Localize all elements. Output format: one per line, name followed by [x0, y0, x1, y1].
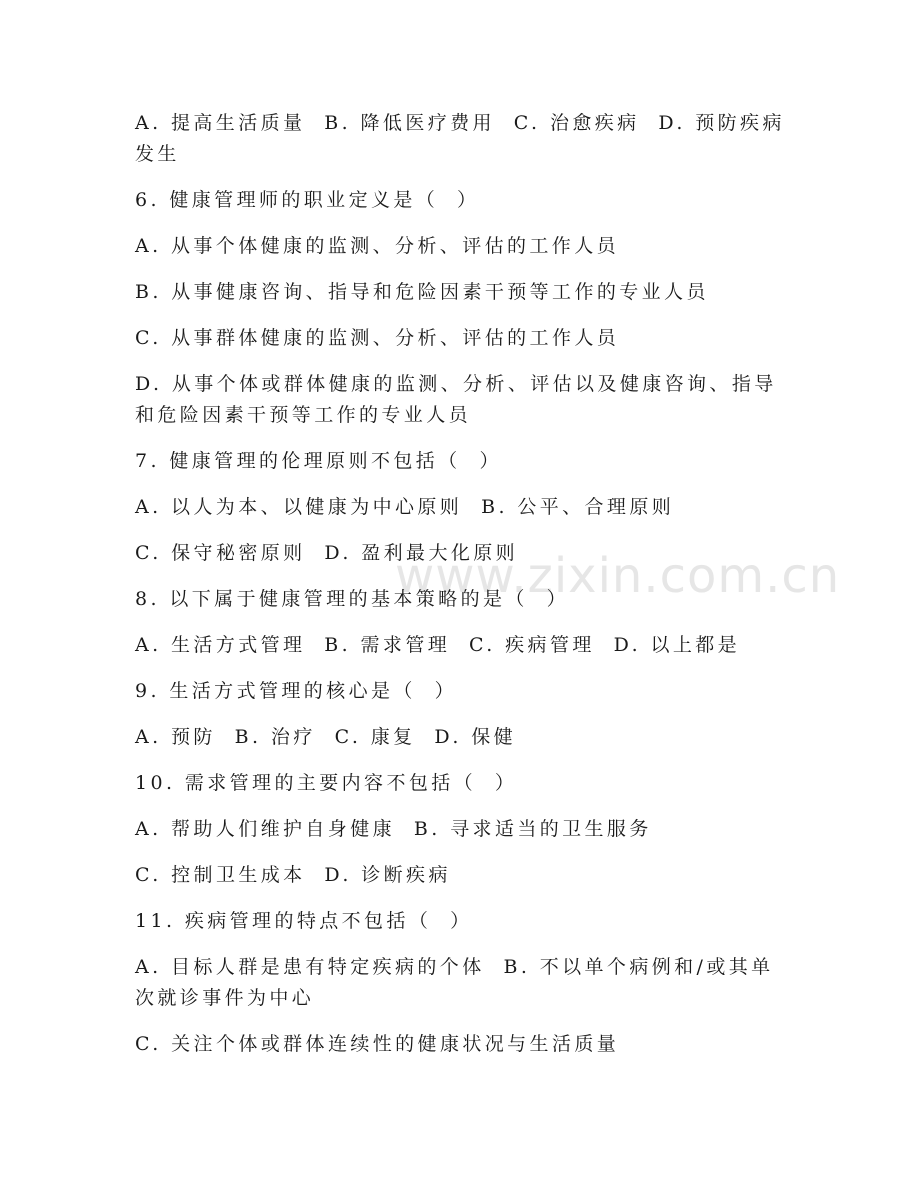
option-line: D. 从事个体或群体健康的监测、分析、评估以及健康咨询、指导和危险因素干预等工作的专业人员 [135, 373, 777, 426]
option-line: A. 以人为本、以健康为中心原则 B. 公平、合理原则 [135, 496, 675, 518]
watermark: www.zixin.com.cn [395, 548, 841, 604]
option-line: A. 生活方式管理 B. 需求管理 C. 疾病管理 D. 以上都是 [135, 634, 741, 656]
option-line: C. 从事群体健康的监测、分析、评估的工作人员 [135, 327, 620, 349]
question-8: 8. 以下属于健康管理的基本策略的是（ ） [135, 588, 570, 610]
question-9: 9. 生活方式管理的核心是（ ） [135, 680, 458, 702]
question-10: 10. 需求管理的主要内容不包括（ ） [135, 772, 518, 794]
option-line: A. 从事个体健康的监测、分析、评估的工作人员 [135, 235, 620, 257]
question-7: 7. 健康管理的伦理原则不包括（ ） [135, 450, 502, 472]
option-line: C. 保守秘密原则 D. 盈利最大化原则 [135, 542, 519, 564]
option-line: A. 目标人群是患有特定疾病的个体 B. 不以单个病例和/或其单次就诊事件为中心 [135, 956, 774, 1009]
question-11: 11. 疾病管理的特点不包括（ ） [135, 910, 473, 932]
option-line: A. 预防 B. 治疗 C. 康复 D. 保健 [135, 726, 517, 748]
document-body [135, 108, 785, 1075]
question-6: 6. 健康管理师的职业定义是（ ） [135, 189, 480, 211]
option-line: C. 关注个体或群体连续性的健康状况与生活质量 [135, 1033, 620, 1055]
option-line: A. 提高生活质量 B. 降低医疗费用 C. 治愈疾病 D. 预防疾病发生 [135, 112, 785, 165]
option-line: C. 控制卫生成本 D. 诊断疾病 [135, 864, 451, 886]
option-line: B. 从事健康咨询、指导和危险因素干预等工作的专业人员 [135, 281, 709, 303]
option-line: A. 帮助人们维护自身健康 B. 寻求适当的卫生服务 [135, 818, 652, 840]
